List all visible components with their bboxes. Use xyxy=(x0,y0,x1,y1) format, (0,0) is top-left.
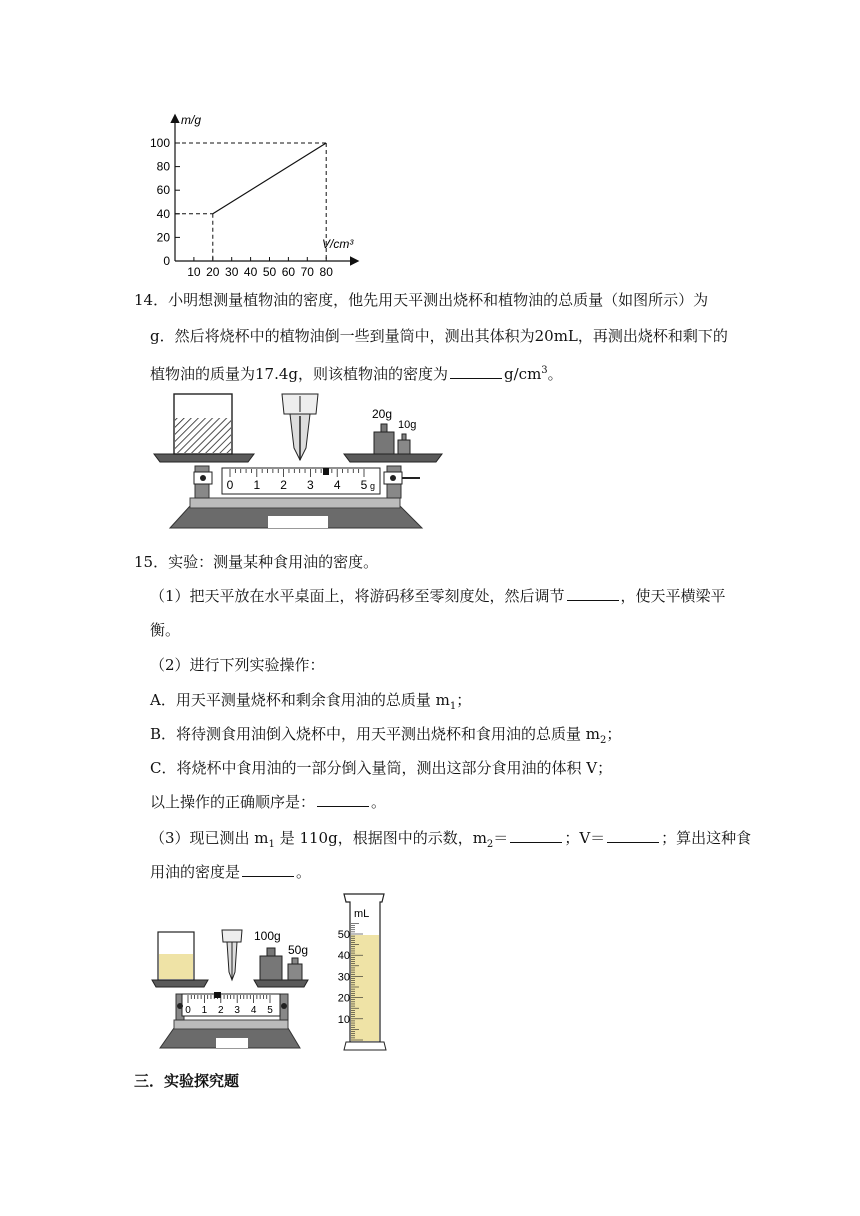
q15-p1-text-b: ，使天平横梁平 xyxy=(620,587,726,605)
x-tick-label: 10 xyxy=(187,265,201,278)
x-tick-label: 80 xyxy=(319,265,333,278)
q15-weight1-label: 100g xyxy=(254,929,281,943)
section-3-title: 三．实验探究题 xyxy=(134,1072,240,1090)
y-tick-label: 0 xyxy=(163,254,170,268)
y-tick-label: 20 xyxy=(156,230,170,245)
q15-p3-end: 。 xyxy=(296,863,312,881)
scale-label: 3 xyxy=(307,478,314,492)
x-tick-label: 60 xyxy=(281,265,296,278)
scale-label: 0 xyxy=(185,1005,191,1016)
q14-answer-blank[interactable] xyxy=(450,364,502,379)
q15-p1-cont: 衡。 xyxy=(150,621,181,639)
q15-p3-sub1: 1 xyxy=(268,839,275,850)
q15-option-b-end: ； xyxy=(606,725,622,743)
x-tick-label: 70 xyxy=(300,265,314,278)
q15-p2: （2）进行下列实验操作： xyxy=(150,656,325,674)
cylinder-tick-label: 40 xyxy=(337,950,350,963)
q15-p3-eq: ＝ xyxy=(493,829,509,847)
scale-label: 1 xyxy=(201,1005,208,1016)
q15-order-end: 。 xyxy=(371,793,387,811)
q15-option-c: C．将烧杯中食用油的一部分倒入量筒，测出这部分食用油的体积 V； xyxy=(150,759,613,777)
x-tick-label: 30 xyxy=(225,265,239,278)
scale-label: 2 xyxy=(218,1005,224,1016)
cylinder-tick-label: 20 xyxy=(337,992,350,1005)
y-tick-label: 60 xyxy=(156,183,170,198)
scale-label: 3 xyxy=(234,1005,240,1016)
cylinder-tick-label: 30 xyxy=(337,971,350,984)
q15-p1-text-a: （1）把天平放在水平桌面上，将游码移至零刻度处，然后调节 xyxy=(150,587,565,605)
mass-volume-graph xyxy=(135,108,395,278)
x-tick-label: 40 xyxy=(243,265,258,278)
y-axis-label: m/g xyxy=(181,113,202,127)
scale-unit: g xyxy=(370,481,376,491)
q14-balance-figure xyxy=(150,388,446,534)
q15-option-a xyxy=(150,690,471,717)
q14-line3-text: 植物油的质量为17.4g，则该植物油的密度为 xyxy=(150,365,449,383)
q15-option-b xyxy=(150,724,621,751)
scale-label: 5 xyxy=(360,478,368,492)
q15-blank-order[interactable] xyxy=(317,792,369,807)
q14-line2: g．然后将烧杯中的植物油倒一些到量筒中，测出其体积为20mL，再测出烧杯和剩下的 xyxy=(150,327,728,345)
data-line xyxy=(213,143,326,214)
q14-period: 。 xyxy=(547,365,563,383)
q15-option-a-end: ； xyxy=(456,691,472,709)
q14-line3 xyxy=(150,361,563,384)
q15-p3-text-a: （3）现已测出 m xyxy=(150,829,269,847)
q15-order xyxy=(150,792,386,812)
scale-label: 4 xyxy=(250,1005,257,1016)
q15-order-text: 以上操作的正确顺序是： xyxy=(150,793,316,811)
graduated-cylinder xyxy=(336,890,396,1054)
scale-label: 0 xyxy=(226,478,234,492)
y-tick-label: 80 xyxy=(156,159,170,174)
q14-weight2-label: 10g xyxy=(398,419,417,431)
q15-balance-figure xyxy=(150,920,310,1054)
q15-option-b-sub: 2 xyxy=(600,735,607,746)
q15-weight2-label: 50g xyxy=(288,943,309,957)
scale-label: 1 xyxy=(253,478,261,492)
y-tick-label: 100 xyxy=(149,136,170,150)
q15-p3-sub2: 2 xyxy=(486,839,494,850)
q14-unit: g/cm xyxy=(504,365,542,383)
q15-p3-text-e: ；算出这种食 xyxy=(661,829,752,847)
q15-p3-text-f: 用油的密度是 xyxy=(150,863,241,881)
x-tick-label: 50 xyxy=(262,265,277,278)
q15-p3-text-d: ；V＝ xyxy=(564,829,606,847)
scale-label: 2 xyxy=(280,478,287,492)
q15-blank-m2[interactable] xyxy=(510,828,562,843)
x-axis-label: V/cm³ xyxy=(322,237,354,251)
left-pan xyxy=(154,454,254,462)
q15-p1 xyxy=(150,586,726,606)
q15-blank-v[interactable] xyxy=(607,828,659,843)
q15-option-b-text: B．将待测食用油倒入烧杯中，用天平测出烧杯和食用油的总质量 m xyxy=(150,725,601,743)
q14-weight1-label: 20g xyxy=(372,407,393,421)
cylinder-tick-label: 10 xyxy=(337,1013,350,1026)
q15-option-a-sub: 1 xyxy=(449,701,457,712)
q14-line1: 14．小明想测量植物油的密度，他先用天平测出烧杯和植物油的总质量（如图所示）为 xyxy=(134,291,709,309)
cylinder-unit: mL xyxy=(354,908,370,920)
q15-blank-adjust[interactable] xyxy=(567,586,619,601)
right-pan xyxy=(344,454,442,462)
q15-p3-text-b: 是 110g，根据图中的示数，m xyxy=(274,829,487,847)
scale-label: 5 xyxy=(267,1005,273,1016)
q15-option-a-text: A．用天平测量烧杯和剩余食用油的总质量 m xyxy=(150,691,450,709)
q14-unit-sup: 3 xyxy=(541,365,548,376)
q15-blank-density[interactable] xyxy=(242,862,294,877)
q15-p3 xyxy=(150,828,751,855)
y-tick-label: 40 xyxy=(156,206,170,221)
cylinder-tick-label: 50 xyxy=(337,929,350,941)
q15-title: 15．实验：测量某种食用油的密度。 xyxy=(134,553,379,571)
x-tick-label: 20 xyxy=(206,265,220,278)
q15-p3-cont xyxy=(150,862,311,882)
scale-label: 4 xyxy=(333,478,341,492)
